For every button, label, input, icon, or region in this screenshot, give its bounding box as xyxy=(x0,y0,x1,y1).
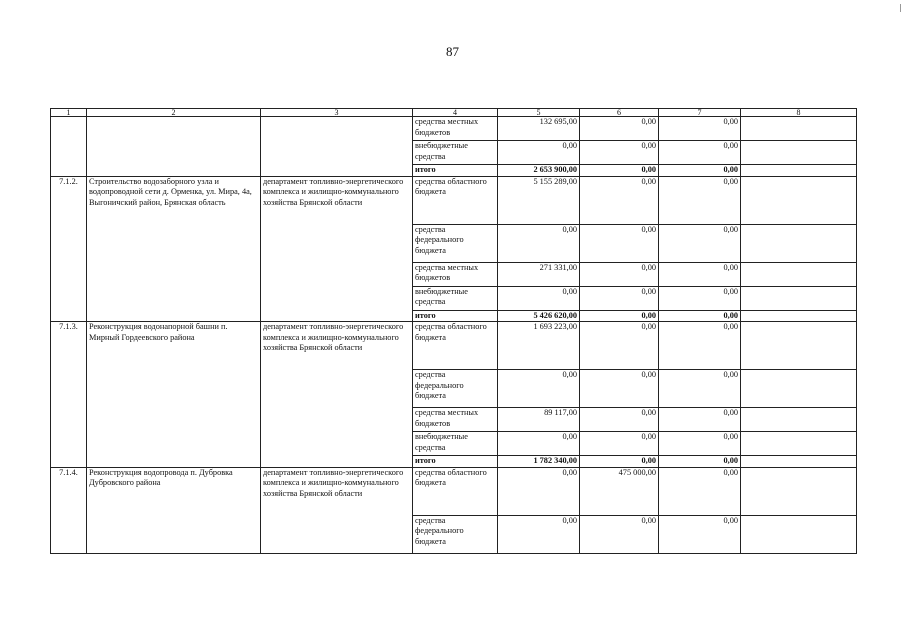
value-col5: 0,00 xyxy=(498,224,580,262)
value-col5: 0,00 xyxy=(498,370,580,408)
value-col6: 0,00 xyxy=(580,408,659,432)
item-id: 7.1.2. xyxy=(51,176,87,322)
value-col7: 0,00 xyxy=(659,262,741,286)
value-col6: 0,00 xyxy=(580,165,659,177)
value-col7: 0,00 xyxy=(659,515,741,553)
table-body xyxy=(51,117,857,554)
value-col6: 0,00 xyxy=(580,310,659,322)
value-col5: 5 426 620,00 xyxy=(498,310,580,322)
funding-source: итого xyxy=(413,165,498,177)
budget-table xyxy=(50,108,857,554)
item-executor: департамент топливно-энергетического комплекса и жилищно-коммунального хозяйства Брянской области xyxy=(261,322,413,468)
value-col6: 475 000,00 xyxy=(580,467,659,515)
value-col6: 0,00 xyxy=(580,286,659,310)
value-col8 xyxy=(741,176,857,224)
header-cell: 5 xyxy=(498,109,580,117)
value-col8 xyxy=(741,456,857,468)
value-col8 xyxy=(741,310,857,322)
value-col8 xyxy=(741,370,857,408)
funding-source: итого xyxy=(413,310,498,322)
value-col7: 0,00 xyxy=(659,117,741,141)
funding-source: средства федерального бюджета xyxy=(413,224,498,262)
funding-source: средства местных бюджетов xyxy=(413,117,498,141)
table-row xyxy=(51,322,857,370)
item-executor: департамент топливно-энергетического комплекса и жилищно-коммунального хозяйства Брянской области xyxy=(261,176,413,322)
value-col5: 271 331,00 xyxy=(498,262,580,286)
item-name: Реконструкция водонапорной башни п. Мирный Гордеевского района xyxy=(87,322,261,468)
funding-source: средства федерального бюджета xyxy=(413,515,498,553)
header-cell: 8 xyxy=(741,109,857,117)
table-row xyxy=(51,117,857,141)
funding-source: внебюджетные средства xyxy=(413,432,498,456)
value-col7: 0,00 xyxy=(659,432,741,456)
value-col8 xyxy=(741,432,857,456)
value-col8 xyxy=(741,408,857,432)
value-col8 xyxy=(741,117,857,141)
value-col7: 0,00 xyxy=(659,310,741,322)
value-col7: 0,00 xyxy=(659,286,741,310)
value-col8 xyxy=(741,224,857,262)
value-col6: 0,00 xyxy=(580,176,659,224)
item-name: Реконструкция водопровода п. Дубровка Дубровского района xyxy=(87,467,261,553)
value-col5: 0,00 xyxy=(498,432,580,456)
value-col8 xyxy=(741,286,857,310)
value-col8 xyxy=(741,141,857,165)
value-col7: 0,00 xyxy=(659,141,741,165)
item-id xyxy=(51,117,87,177)
item-name xyxy=(87,117,261,177)
funding-source: средства местных бюджетов xyxy=(413,262,498,286)
table-row xyxy=(51,176,857,224)
value-col8 xyxy=(741,467,857,515)
value-col5: 0,00 xyxy=(498,286,580,310)
header-cell: 4 xyxy=(413,109,498,117)
value-col6: 0,00 xyxy=(580,262,659,286)
value-col8 xyxy=(741,165,857,177)
value-col7: 0,00 xyxy=(659,467,741,515)
value-col6: 0,00 xyxy=(580,224,659,262)
funding-source: внебюджетные средства xyxy=(413,286,498,310)
value-col5: 1 693 223,00 xyxy=(498,322,580,370)
item-executor xyxy=(261,117,413,177)
value-col7: 0,00 xyxy=(659,456,741,468)
value-col7: 0,00 xyxy=(659,224,741,262)
header-cell: 1 xyxy=(51,109,87,117)
funding-source: средства федерального бюджета xyxy=(413,370,498,408)
funding-source: средства областного бюджета xyxy=(413,176,498,224)
value-col8 xyxy=(741,322,857,370)
header-cell: 2 xyxy=(87,109,261,117)
value-col5: 0,00 xyxy=(498,141,580,165)
value-col7: 0,00 xyxy=(659,408,741,432)
item-id: 7.1.4. xyxy=(51,467,87,553)
funding-source: средства областного бюджета xyxy=(413,322,498,370)
value-col6: 0,00 xyxy=(580,117,659,141)
value-col6: 0,00 xyxy=(580,515,659,553)
page-number: 87 xyxy=(446,44,459,59)
header-cell: 7 xyxy=(659,109,741,117)
scan-edge-mark xyxy=(900,4,901,12)
value-col5: 132 695,00 xyxy=(498,117,580,141)
table-row xyxy=(51,467,857,515)
value-col8 xyxy=(741,515,857,553)
value-col8 xyxy=(741,262,857,286)
funding-source: средства областного бюджета xyxy=(413,467,498,515)
item-executor: департамент топливно-энергетического комплекса и жилищно-коммунального хозяйства Брянской области xyxy=(261,467,413,553)
value-col7: 0,00 xyxy=(659,370,741,408)
value-col6: 0,00 xyxy=(580,456,659,468)
header-cell: 6 xyxy=(580,109,659,117)
funding-source: средства местных бюджетов xyxy=(413,408,498,432)
funding-source: итого xyxy=(413,456,498,468)
value-col6: 0,00 xyxy=(580,432,659,456)
value-col7: 0,00 xyxy=(659,322,741,370)
item-id: 7.1.3. xyxy=(51,322,87,468)
value-col7: 0,00 xyxy=(659,176,741,224)
value-col6: 0,00 xyxy=(580,370,659,408)
value-col7: 0,00 xyxy=(659,165,741,177)
value-col5: 89 117,00 xyxy=(498,408,580,432)
item-name: Строительство водозаборного узла и водопроводной сети д. Орменка, ул. Мира, 4а, Выгоничский район, Брянская область xyxy=(87,176,261,322)
value-col5: 1 782 340,00 xyxy=(498,456,580,468)
value-col5: 0,00 xyxy=(498,515,580,553)
value-col6: 0,00 xyxy=(580,322,659,370)
value-col5: 0,00 xyxy=(498,467,580,515)
value-col5: 5 155 289,00 xyxy=(498,176,580,224)
table-header xyxy=(51,109,857,117)
header-cell: 3 xyxy=(261,109,413,117)
funding-source: внебюджетные средства xyxy=(413,141,498,165)
value-col6: 0,00 xyxy=(580,141,659,165)
value-col5: 2 653 900,00 xyxy=(498,165,580,177)
